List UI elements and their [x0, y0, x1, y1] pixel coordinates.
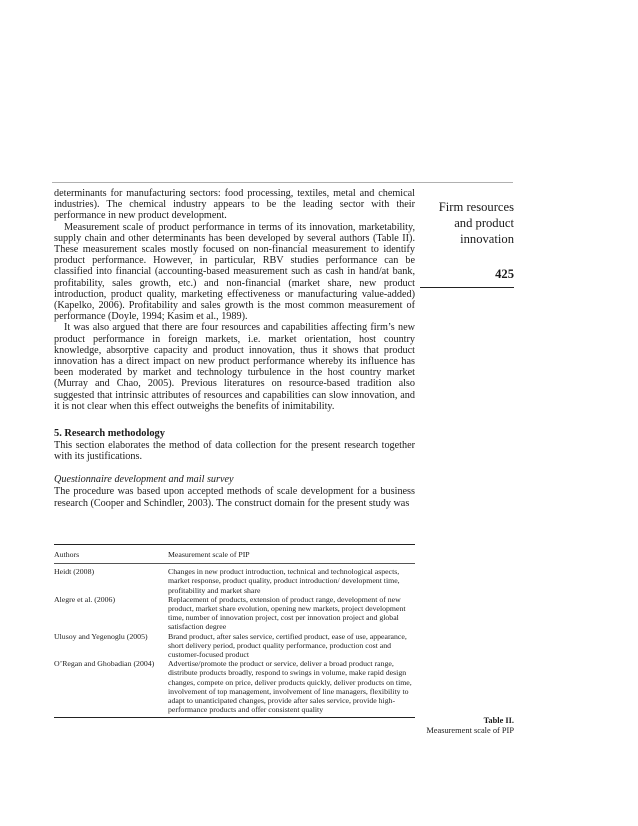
table-header	[54, 545, 415, 563]
table-caption	[420, 716, 514, 736]
cell-author: Heidt (2008)	[54, 567, 95, 577]
paragraph-1: determinants for manufacturing sectors: food processing, textiles, metal and chemical industries). The chemical industry appears to be the leading sector with their performance in new product development.	[54, 188, 415, 222]
running-title: Firm resources and product innovation	[438, 200, 514, 246]
header-scale: Measurement scale of PIP	[168, 550, 250, 559]
cell-author: O’Regan and Ghobadian (2004)	[54, 659, 155, 669]
header-authors: Authors	[54, 550, 80, 559]
paragraph-4: This section elaborates the method of data collection for the present research together with its justifications.	[54, 440, 415, 463]
table-number: Table II.	[483, 716, 514, 725]
cell-scale: Advertise/promote the product or service, deliver a broad product range, distribute products broadly, respond to swings in volume, make rapid design changes, compete on price, deliver products quickly, deliver products on time, involvement of top management, involvement of line managers, flexibility to adapt to unanticipated changes, provide after sales service, provide high-performance products and offer consistent quality	[168, 659, 412, 715]
page-number: 425	[495, 267, 514, 281]
cell-scale: Changes in new product introduction, technical and technological aspects, market response, product quality, product introduction/ development time, profitability and market share	[168, 567, 400, 595]
running-header	[420, 199, 514, 282]
table-title: Measurement scale of PIP	[426, 726, 514, 735]
cell-author: Ulusoy and Yegenoglu (2005)	[54, 631, 148, 641]
cell-author: Alegre et al. (2006)	[54, 594, 116, 604]
table-bottom-rule	[54, 717, 415, 718]
measurement-table	[54, 544, 415, 718]
section-heading: 5. Research methodology	[54, 428, 165, 440]
table-row	[54, 567, 415, 595]
cell-scale: Replacement of products, extension of product range, development of new product, market share evolution, opening new markets, project development time, number of innovation project, cost per innovation project and global satisfaction degree	[168, 594, 406, 632]
table-row	[54, 595, 415, 632]
header-rule	[52, 182, 513, 183]
table-row	[54, 632, 415, 660]
cell-scale: Brand product, after sales service, certified product, ease of use, appearance, short delivery period, product quality performance, production cost and customer-focused product	[168, 631, 407, 660]
paragraph-5: The procedure was based upon accepted methods of scale development for a business research (Cooper and Schindler, 2003). The construct domain for the present study was	[54, 486, 415, 509]
body-text	[54, 188, 415, 509]
margin-rule	[420, 287, 514, 288]
subsection-heading: Questionnaire development and mail survey	[54, 474, 234, 486]
table-row	[54, 659, 415, 714]
paragraph-3: It was also argued that there are four resources and capabilities affecting firm’s new product performance in foreign markets, i.e. market orientation, host country knowledge, absorptive capacity and product innovation, thus it shows that product innovation has a direct impact on new product performance whereby its influence has been moderated by market and technology turbulence in the host country market (Murray and Chao, 2005). Previous literatures on resource-based tradition also suggested that intrinsic attributes of resources and capabilities can slow innovation, and it is not clear when this effect outweighs the benefits of inimitability.	[54, 322, 415, 412]
paragraph-2: Measurement scale of product performance in terms of its innovation, marketability, supply chain and other determinants has been developed by several authors (Table II). These measurement scales mostly focused on non-financial measurement to identify product performance. However, in particular, RBV studies performance can be classified into financial (accounting-based measurement such as cash in hand/at bank, profitability, sales growth, etc.) and non-financial (market share, new product introduction, product quality, marketing effectiveness or manufacturing value-added) (Kapelko, 2006). Profitability and sales growth is the most common measurement of performance (Doyle, 1994; Kasim et al., 1989).	[54, 221, 415, 323]
